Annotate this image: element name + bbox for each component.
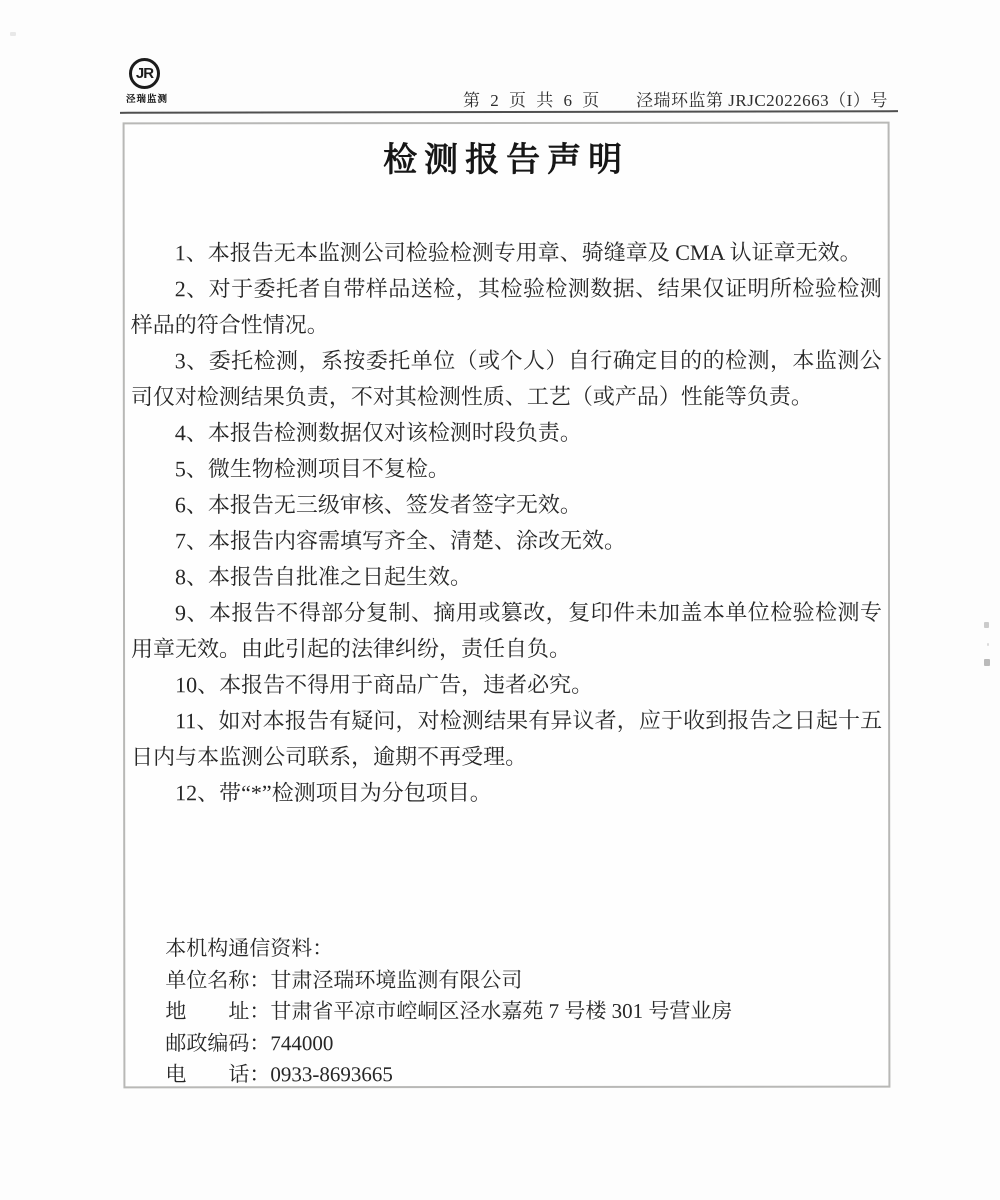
contact-value: 744000 <box>270 1030 334 1055</box>
statement-item-8: 8、本报告自批准之日起生效。 <box>174 564 473 590</box>
contact-label: 邮政编码： <box>165 1030 271 1055</box>
statement-list <box>131 235 883 812</box>
contact-heading: 本机构通信资料： <box>165 936 334 961</box>
statement-item-3: 3、委托检测，系按委托单位（或个人）自行确定目的的检测，本监测公司仅对检测结果负责，不对其检测性质、工艺（或产品）性能等负责。 <box>130 347 882 410</box>
page-number: 第 2 页 共 6 页 <box>463 91 603 110</box>
statement-item-4: 4、本报告检测数据仅对该检测时段负责。 <box>174 419 582 446</box>
contact-label: 单位名称： <box>165 967 271 992</box>
declaration-box <box>123 122 891 1089</box>
page-title: 检测报告声明 <box>383 140 630 180</box>
contact-row-address <box>165 996 882 1028</box>
report-number: 泾瑞环监第 JRJC2022663（I）号 <box>636 91 888 110</box>
statement-item-5: 5、微生物检测项目不复检。 <box>174 456 450 482</box>
statement-item-12: 12、带“*”检测项目为分包项目。 <box>175 780 492 806</box>
contact-label: 地 址： <box>165 999 271 1024</box>
statement-item-6: 6、本报告无三级审核、签发者签字无效。 <box>174 491 582 518</box>
contact-row-postcode <box>165 1027 882 1059</box>
scan-artifact <box>10 32 16 36</box>
logo-jr-icon <box>129 58 160 89</box>
scan-artifact <box>984 622 989 628</box>
company-logo <box>126 58 186 105</box>
statement-item-11: 11、如对本报告有疑问，对检测结果有异议者，应于收到报告之日起十五日内与本监测公司联系，逾期不再受理。 <box>131 707 883 770</box>
statement-item-1: 1、本报告无本监测公司检验检测专用章、骑缝章及 CMA 认证章无效。 <box>174 239 862 266</box>
contact-value: 甘肃泾瑞环境监测有限公司 <box>270 967 523 992</box>
contact-row-company <box>165 964 882 996</box>
logo-subtext: 泾瑞监测 <box>126 94 169 105</box>
contact-info <box>165 933 882 1091</box>
scan-artifact <box>987 643 989 646</box>
logo-text: JR <box>135 65 154 82</box>
scan-artifact <box>984 659 990 666</box>
contact-value: 甘肃省平凉市崆峒区泾水嘉苑 7 号楼 301 号营业房 <box>270 998 733 1024</box>
statement-item-7: 7、本报告内容需填写齐全、清楚、涂改无效。 <box>174 527 626 554</box>
statement-item-10: 10、本报告不得用于商品广告，违者必究。 <box>175 671 594 698</box>
contact-value: 0933-8693665 <box>270 1062 393 1087</box>
statement-item-2: 2、对于委托者自带样品送检，其检验检测数据、结果仅证明所检验检测样品的符合性情况。 <box>130 275 882 338</box>
header-divider <box>120 110 898 114</box>
contact-row-phone <box>165 1059 882 1091</box>
statement-item-9: 9、本报告不得部分复制、摘用或篡改，复印件未加盖本单位检验检测专用章无效。由此引起的法律纠纷，责任自负。 <box>131 599 883 662</box>
contact-label: 电 话： <box>165 1062 271 1087</box>
